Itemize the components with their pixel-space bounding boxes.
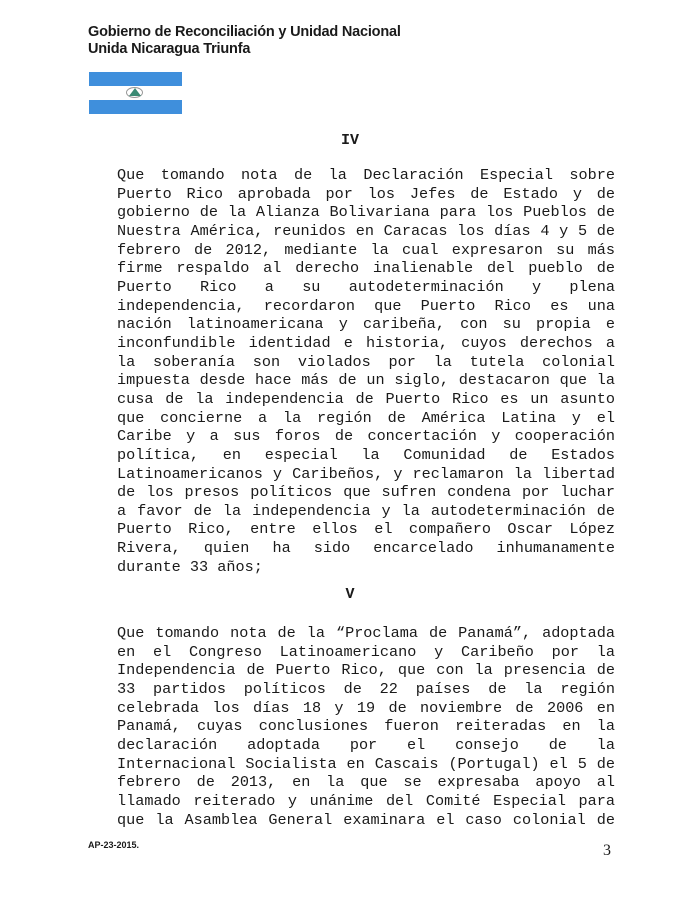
document-code: AP-23-2015. (88, 840, 140, 850)
text-line: gobierno de la Alianza Bolivariana para los Pueblos de (117, 203, 615, 222)
section-heading-v: V (345, 586, 355, 603)
text-line: independencia, recordaron que Puerto Rico es una (117, 296, 615, 315)
text-line: durante 33 años; (117, 557, 263, 576)
letterhead-line-2: Unida Nicaragua Triunfa (88, 41, 251, 57)
text-line: Puerto Rico, entre ellos el compañero Oscar López (117, 520, 615, 539)
text-line: febrero de 2012, mediante la cual expresaron su más (117, 240, 615, 259)
page-number: 3 (603, 842, 611, 859)
text-line: cusa de la independencia de Puerto Rico es un asunto (117, 389, 615, 408)
text-line: Nuestra América, reunidos en Caracas los días 4 y 5 de (117, 221, 615, 240)
text-line: impuesta desde hace más de un siglo, destacaron que la (117, 371, 615, 390)
text-line: llamado reiterado y unánime del Comité Especial para (117, 791, 615, 810)
text-line: febrero de 2013, en la que se expresaba apoyo al (117, 773, 615, 792)
text-line: Puerto Rico a su autodeterminación y plena (117, 277, 615, 296)
nicaragua-flag-icon (89, 72, 182, 114)
text-line: Puerto Rico aprobada por los Jefes de Estado y de (117, 184, 615, 203)
text-line: a favor de la independencia y la autodeterminación de (117, 501, 615, 520)
text-line: Rivera, quien ha sido encarcelado inhumanamente (117, 539, 615, 558)
text-line: la soberanía son violados por la tutela colonial (117, 352, 615, 371)
text-line: celebrada los días 18 y 19 de noviembre de 2006 en (117, 698, 615, 717)
text-line: firme respaldo al derecho inalienable del pueblo de (117, 259, 615, 278)
paragraph-iv (117, 166, 615, 576)
paragraph-v (117, 624, 615, 829)
letterhead-line-1: Gobierno de Reconciliación y Unidad Nacional (88, 24, 401, 40)
text-line: Que tomando nota de la Declaración Especial sobre (117, 166, 615, 184)
section-heading-iv: IV (340, 132, 359, 149)
text-line: Que tomando nota de la “Proclama de Panamá”, adoptada (117, 624, 615, 642)
text-line: Internacional Socialista en Cascais (Portugal) el 5 de (117, 754, 615, 773)
text-line: política, en especial la Comunidad de Estados (117, 445, 615, 464)
text-line: que concierne a la región de América Latina y el (117, 408, 615, 427)
text-line: nación latinoamericana y caribeña, con su propia e (117, 315, 615, 334)
text-line: Latinoamericanos y Caribeños, y reclamaron la libertad (117, 464, 615, 483)
text-line: declaración adoptada por el consejo de la (117, 735, 615, 754)
text-line: Panamá, cuyas conclusiones fueron reiteradas en la (117, 717, 615, 736)
text-line: de los presos políticos que sufren condena por luchar (117, 483, 615, 502)
text-line: en el Congreso Latinoamericano y Caribeño por la (117, 642, 615, 661)
text-line: Independencia de Puerto Rico, que con la presencia de (117, 661, 615, 680)
text-line: 33 partidos políticos de 22 países de la región (117, 679, 615, 698)
text-line: que la Asamblea General examinara el caso colonial de (117, 810, 615, 829)
text-line: inconfundible identidad e historia, cuyos derechos a (117, 333, 615, 352)
letterhead (88, 24, 401, 58)
text-line: Caribe y a sus foros de concertación y cooperación (117, 427, 615, 446)
